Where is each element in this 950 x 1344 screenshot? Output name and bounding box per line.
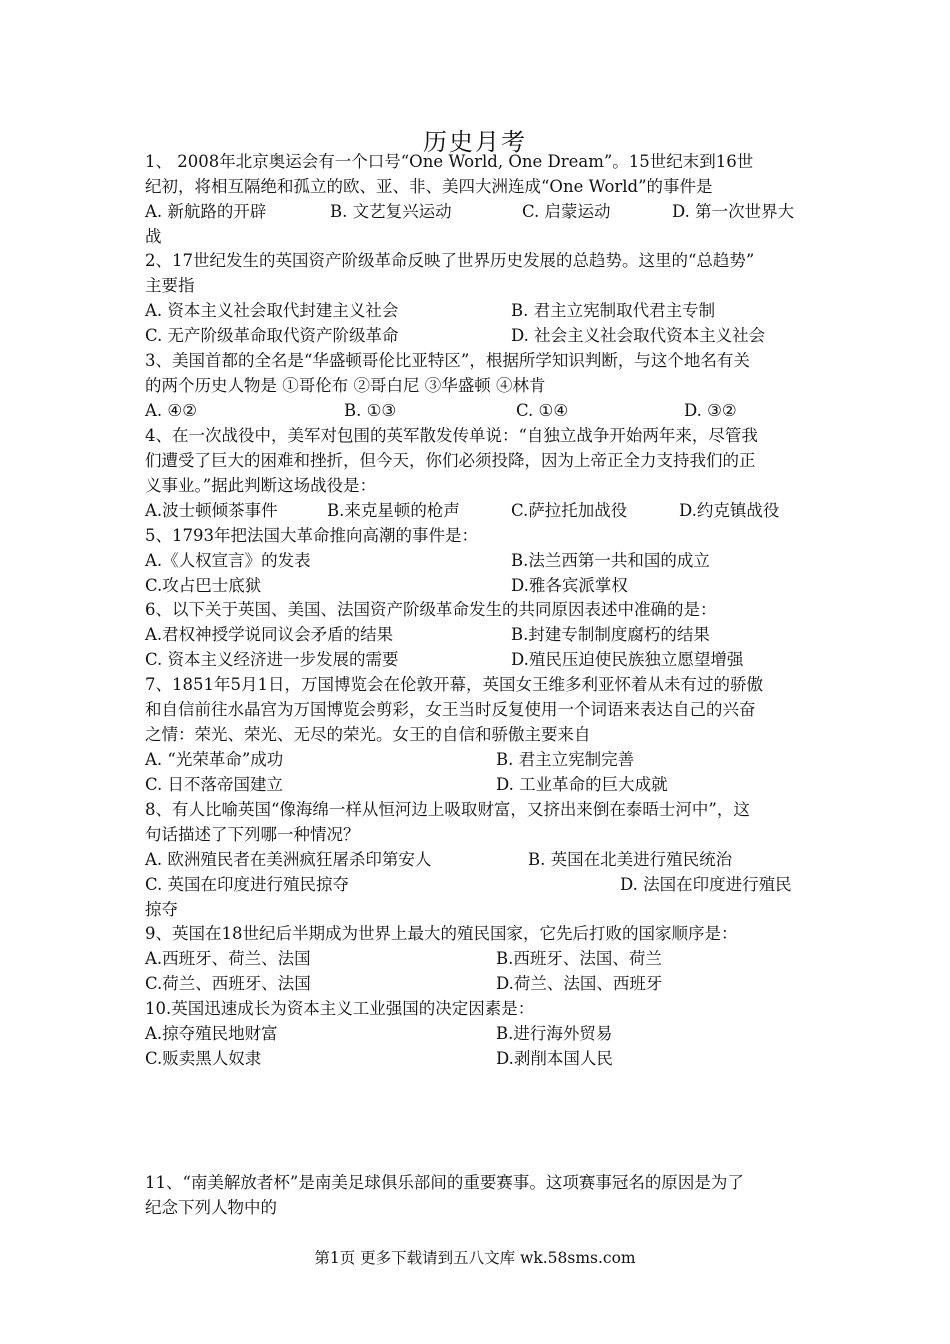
- q5-option-c: C.攻占巴士底狱: [145, 576, 262, 595]
- q9-option-b: B.西班牙、法国、荷兰: [496, 949, 662, 968]
- q4-option-a: A.波士顿倾茶事件: [145, 501, 278, 520]
- q9-option-c: C.荷兰、西班牙、法国: [145, 974, 311, 993]
- q4-stem-line2: 们遭受了巨大的困难和挫折，但今天，你们必须投降，因为上帝正全力支持我们的正: [145, 451, 756, 470]
- q2-option-a: A. 资本主义社会取代封建主义社会: [145, 301, 399, 320]
- q11-stem-line2: 纪念下列人物中的: [145, 1198, 277, 1217]
- q1-option-a: A. 新航路的开辟: [145, 202, 267, 221]
- q1-stem-line2: 纪初，将相互隔绝和孤立的欧、亚、非、美四大洲连成“One World”的事件是: [145, 177, 713, 196]
- q7-stem-line1: 7、1851年5月1日，万国博览会在伦敦开幕，英国女王维多利亚怀着从未有过的骄傲: [145, 675, 763, 694]
- q6-stem-line1: 6、以下关于英国、美国、法国资产阶级革命发生的共同原因表述中准确的是：: [145, 600, 717, 619]
- q5-option-d: D.雅各宾派掌权: [511, 576, 628, 595]
- q8-stem-line1: 8、有人比喻英国“像海绵一样从恒河边上吸取财富，又挤出来倒在泰晤士河中”，这: [145, 800, 750, 819]
- q10-option-a: A.掠夺殖民地财富: [145, 1024, 278, 1043]
- q5-option-a: A.《人权宣言》的发表: [145, 551, 311, 570]
- q1-option-d-wrap: 战: [145, 227, 162, 246]
- q8-option-c: C. 英国在印度进行殖民掠夺: [145, 875, 350, 894]
- q9-option-a: A.西班牙、荷兰、法国: [145, 949, 311, 968]
- q9-option-d: D.荷兰、法国、西班牙: [496, 974, 663, 993]
- q3-option-c: C. ①④: [516, 401, 569, 420]
- q10-option-d: D.剥削本国人民: [496, 1049, 613, 1068]
- q7-option-d: D. 工业革命的巨大成就: [496, 775, 668, 794]
- q4-option-d: D.约克镇战役: [679, 501, 780, 520]
- q3-stem-line1: 3、美国首都的全名是“华盛顿哥伦比亚特区”，根据所学知识判断，与这个地名有关: [145, 351, 750, 370]
- q4-stem-line1: 4、在一次战役中，美军对包围的英军散发传单说：“自独立战争开始两年来，尽管我: [145, 426, 758, 445]
- q6-option-b: B.封建专制制度腐朽的结果: [511, 625, 710, 644]
- q7-option-c: C. 日不落帝国建立: [145, 775, 284, 794]
- q2-stem-line1: 2、17世纪发生的英国资产阶级革命反映了世界历史发展的总趋势。这里的“总趋势”: [145, 251, 755, 270]
- q6-option-a: A.君权神授学说同议会矛盾的结果: [145, 625, 394, 644]
- q3-option-d: D. ③②: [684, 401, 737, 420]
- q2-option-b: B. 君主立宪制取代君主专制: [511, 301, 716, 320]
- q4-option-c: C.萨拉托加战役: [511, 501, 628, 520]
- q1-option-d: D. 第一次世界大: [672, 202, 795, 221]
- q5-stem-line1: 5、1793年把法国大革命推向高潮的事件是：: [145, 526, 478, 545]
- q6-option-d: D.殖民压迫使民族独立愿望增强: [511, 650, 744, 669]
- q8-option-b: B. 英国在北美进行殖民统治: [528, 850, 733, 869]
- q11-stem-line1: 11、“南美解放者杯”是南美足球俱乐部间的重要赛事。这项赛事冠名的原因是为了: [145, 1173, 744, 1192]
- q3-option-b: B. ①③: [344, 401, 397, 420]
- q7-option-b: B. 君主立宪制完善: [496, 750, 635, 769]
- q7-option-a: A. “光荣革命”成功: [145, 750, 284, 769]
- q1-stem-line1: 1、 2008年北京奥运会有一个口号“One World, One Dream”。15世纪末到16世: [145, 152, 754, 171]
- q10-option-b: B.进行海外贸易: [496, 1024, 613, 1043]
- q7-stem-line3: 之情：荣光、荣光、无尽的荣光。女王的自信和骄傲主要来自: [145, 725, 591, 744]
- q8-option-d: D. 法国在印度进行殖民: [620, 875, 792, 894]
- q2-option-d: D. 社会主义社会取代资本主义社会: [511, 326, 766, 345]
- q8-option-d-wrap: 掠夺: [145, 900, 178, 919]
- page-title: 历史月考: [423, 128, 527, 156]
- q5-option-b: B.法兰西第一共和国的成立: [511, 551, 710, 570]
- q3-stem-line2: 的两个历史人物是 ①哥伦布 ②哥白尼 ③华盛顿 ④林肯: [145, 376, 546, 395]
- page-footer: 第1页 更多下载请到五八文库 wk.58sms.com: [314, 1249, 636, 1267]
- q8-stem-line2: 句话描述了下列哪一种情况？: [145, 825, 360, 844]
- q3-option-a: A. ④②: [145, 401, 197, 420]
- q4-option-b: B.来克星顿的枪声: [327, 501, 460, 520]
- q9-stem-line1: 9、英国在18世纪后半期成为世界上最大的殖民国家，它先后打败的国家顺序是：: [145, 924, 738, 943]
- q7-stem-line2: 和自信前往水晶宫为万国博览会剪彩，女王当时反复使用一个词语来表达自己的兴奋: [145, 700, 756, 719]
- q1-option-b: B. 文艺复兴运动: [330, 202, 452, 221]
- q2-option-c: C. 无产阶级革命取代资产阶级革命: [145, 326, 399, 345]
- q8-option-a: A. 欧洲殖民者在美洲疯狂屠杀印第安人: [145, 850, 432, 869]
- q10-stem-line1: 10.英国迅速成长为资本主义工业强国的决定因素是：: [145, 999, 535, 1018]
- q1-option-c: C. 启蒙运动: [522, 202, 611, 221]
- q2-stem-line2: 主要指: [145, 276, 195, 295]
- q10-option-c: C.贩卖黑人奴隶: [145, 1049, 262, 1068]
- q6-option-c: C. 资本主义经济进一步发展的需要: [145, 650, 399, 669]
- q4-stem-line3: 义事业。”据此判断这场战役是：: [145, 476, 377, 495]
